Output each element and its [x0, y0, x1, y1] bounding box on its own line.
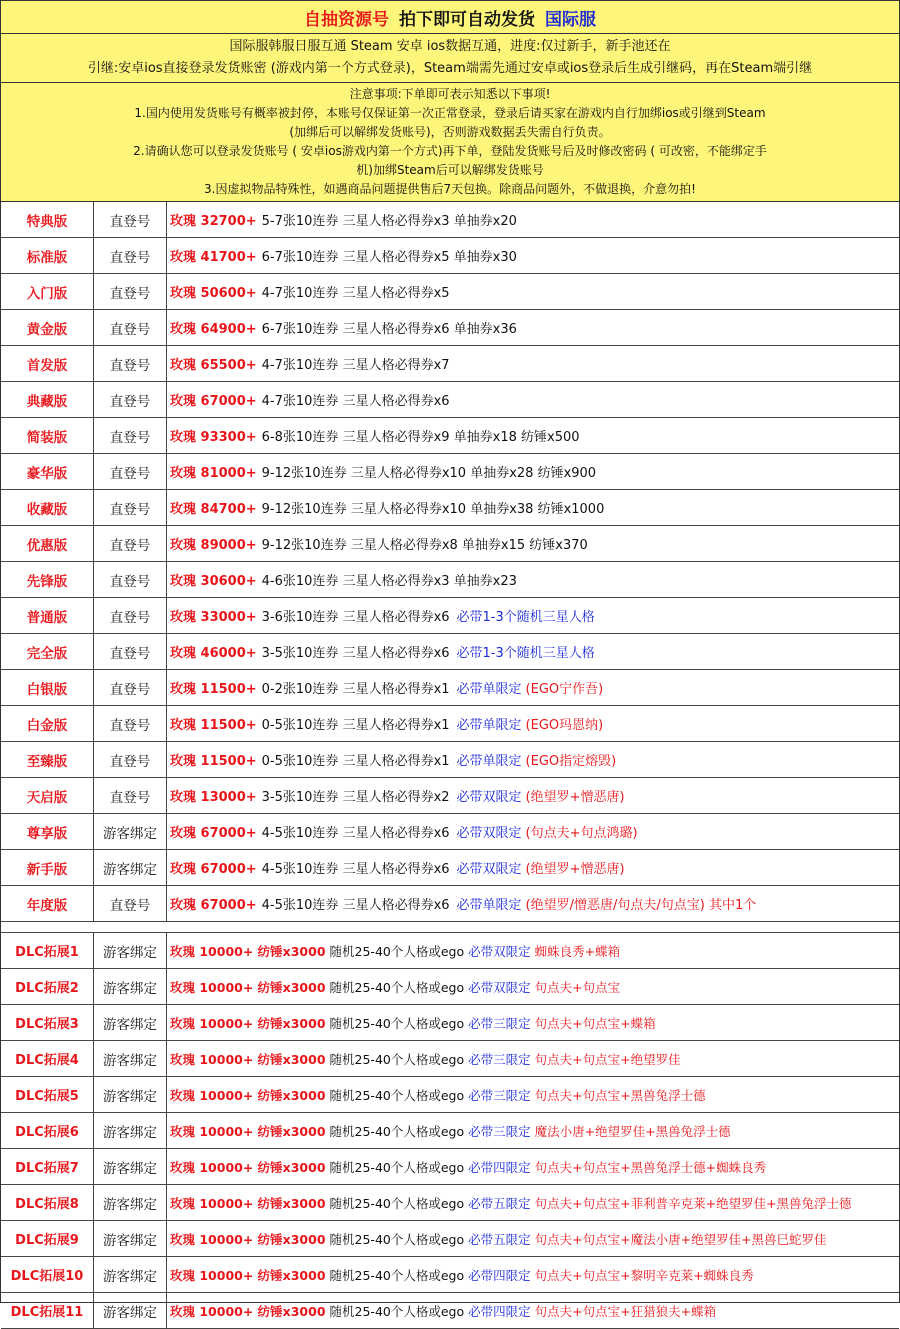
edition-contents: [167, 814, 899, 849]
account-type: 直登号: [94, 238, 167, 273]
account-type: 游客绑定: [94, 1005, 167, 1040]
account-type: 直登号: [94, 418, 167, 453]
ticket-details: 4-7张10连券 三星人格必得券x5: [261, 286, 450, 301]
edition-row: [1, 310, 899, 346]
title-auto-ship: 拍下即可自动发货: [399, 9, 535, 30]
guaranteed-limited: 必带双限定: [456, 790, 522, 805]
edition-row: [1, 418, 899, 454]
edition-name: DLC拓展2: [1, 969, 94, 1004]
edition-name: DLC拓展7: [1, 1149, 94, 1184]
ticket-details: 9-12张10连券 三星人格必得券x10 单抽券x38 纺锤x1000: [261, 502, 605, 517]
edition-name: DLC拓展11: [1, 1293, 94, 1328]
edition-name: 典藏版: [1, 382, 94, 417]
ticket-details: 4-6张10连券 三星人格必得券x3 单抽券x23: [261, 574, 517, 589]
limited-characters: (EGO宁作吾): [525, 682, 604, 697]
edition-contents: [167, 1113, 899, 1148]
guaranteed-limited: 必带1-3个随机三星人格: [456, 646, 595, 661]
rose-amount: 玫瑰 10000+ 纺锤x3000: [170, 1267, 326, 1283]
info-line-1: 国际服韩服日服互通 Steam 安卓 ios数据互通，进度:仅过新手，新手池还在: [229, 39, 671, 54]
edition-contents: [167, 238, 899, 273]
ticket-details: 随机25-40个人格或ego: [329, 943, 465, 959]
ticket-details: 随机25-40个人格或ego: [329, 979, 465, 995]
guaranteed-limited: 必带三限定: [468, 1123, 531, 1139]
edition-name: 尊享版: [1, 814, 94, 849]
rose-amount: 玫瑰 33000+: [170, 610, 257, 625]
dlc-row: [1, 1149, 899, 1185]
edition-name: 简装版: [1, 418, 94, 453]
account-type: 游客绑定: [94, 1293, 167, 1328]
edition-name: DLC拓展3: [1, 1005, 94, 1040]
dlc-row: [1, 1077, 899, 1113]
edition-row: [1, 706, 899, 742]
ticket-details: 4-5张10连券 三星人格必得券x6: [261, 898, 450, 913]
guaranteed-limited: 必带五限定: [468, 1195, 531, 1211]
ticket-details: 0-5张10连券 三星人格必得券x1: [261, 718, 450, 733]
edition-contents: [167, 1293, 899, 1328]
guaranteed-limited: 必带四限定: [468, 1267, 531, 1283]
account-type: 直登号: [94, 382, 167, 417]
edition-table: [1, 202, 899, 922]
dlc-row: [1, 1221, 899, 1257]
dlc-row: [1, 1113, 899, 1149]
notice-line: 1.国内使用发货账号有概率被封停，本账号仅保证第一次正常登录，登录后请买家在游戏内自行加绑ios或引继到Steam: [134, 106, 766, 120]
account-type: 直登号: [94, 670, 167, 705]
rose-amount: 玫瑰 65500+: [170, 358, 257, 373]
ticket-details: 3-5张10连券 三星人格必得券x2: [261, 790, 450, 805]
rose-amount: 玫瑰 67000+: [170, 394, 257, 409]
edition-name: 标准版: [1, 238, 94, 273]
notice-line: 机)加绑Steam后可以解绑发货账号: [356, 163, 544, 177]
title-server: 国际服: [545, 9, 596, 30]
limited-characters: (绝望罗+憎恶唐): [525, 862, 625, 877]
edition-name: 天启版: [1, 778, 94, 813]
edition-row: [1, 598, 899, 634]
account-type: 直登号: [94, 454, 167, 489]
account-type: 游客绑定: [94, 1185, 167, 1220]
rose-amount: 玫瑰 10000+ 纺锤x3000: [170, 1051, 326, 1067]
rose-amount: 玫瑰 67000+: [170, 898, 257, 913]
edition-contents: [167, 346, 899, 381]
notice-line: (加绑后可以解绑发货账号)，否则游戏数据丢失需自行负责。: [289, 125, 611, 139]
edition-contents: [167, 670, 899, 705]
ticket-details: 9-12张10连券 三星人格必得券x10 单抽券x28 纺锤x900: [261, 466, 597, 481]
rose-amount: 玫瑰 10000+ 纺锤x3000: [170, 1159, 326, 1175]
notice-box: [1, 83, 899, 202]
ticket-details: 4-5张10连券 三星人格必得券x6: [261, 862, 450, 877]
edition-contents: [167, 382, 899, 417]
dlc-row: [1, 1005, 899, 1041]
ticket-details: 随机25-40个人格或ego: [329, 1231, 465, 1247]
edition-name: 新手版: [1, 850, 94, 885]
guaranteed-limited: 必带单限定: [456, 718, 522, 733]
rose-amount: 玫瑰 89000+: [170, 538, 257, 553]
rose-amount: 玫瑰 11500+: [170, 754, 257, 769]
rose-amount: 玫瑰 10000+ 纺锤x3000: [170, 1195, 326, 1211]
ticket-details: 5-7张10连券 三星人格必得券x3 单抽券x20: [261, 214, 517, 229]
limited-characters: 魔法小唐+绝望罗佳+黑兽兔浮士德: [534, 1123, 731, 1139]
guaranteed-limited: 必带三限定: [468, 1087, 531, 1103]
account-type: 游客绑定: [94, 1221, 167, 1256]
limited-characters: 蜘蛛良秀+蝶箱: [534, 943, 621, 959]
edition-row: [1, 886, 899, 922]
guaranteed-limited: 必带四限定: [468, 1159, 531, 1175]
limited-characters: (EGO指定熔毁): [525, 754, 617, 769]
limited-characters: 句点夫+句点宝+黑兽兔浮士德+蜘蛛良秀: [534, 1159, 767, 1175]
limited-characters: 句点夫+句点宝: [534, 979, 621, 995]
account-type: 直登号: [94, 742, 167, 777]
account-type: 直登号: [94, 598, 167, 633]
ticket-details: 随机25-40个人格或ego: [329, 1015, 465, 1031]
section-divider: [1, 922, 899, 933]
guaranteed-limited: 必带单限定: [456, 682, 522, 697]
edition-row: [1, 526, 899, 562]
edition-contents: [167, 886, 899, 921]
guaranteed-limited: 必带单限定: [456, 898, 522, 913]
guaranteed-limited: 必带双限定: [456, 862, 522, 877]
rose-amount: 玫瑰 10000+ 纺锤x3000: [170, 943, 326, 959]
edition-name: 豪华版: [1, 454, 94, 489]
edition-name: 黄金版: [1, 310, 94, 345]
limited-characters: 句点夫+句点宝+魔法小唐+绝望罗佳+黑兽巳蛇罗佳: [534, 1231, 827, 1247]
edition-name: DLC拓展1: [1, 933, 94, 968]
edition-name: 年度版: [1, 886, 94, 921]
limited-characters: (绝望罗/憎恶唐/句点夫/句点宝) 其中1个: [525, 898, 757, 913]
ticket-details: 随机25-40个人格或ego: [329, 1303, 465, 1319]
rose-amount: 玫瑰 11500+: [170, 718, 257, 733]
rose-amount: 玫瑰 41700+: [170, 250, 257, 265]
rose-amount: 玫瑰 10000+ 纺锤x3000: [170, 1231, 326, 1247]
ticket-details: 6-7张10连券 三星人格必得券x5 单抽券x30: [261, 250, 517, 265]
limited-characters: 句点夫+句点宝+菲利普辛克莱+绝望罗佳+黑兽兔浮士德: [534, 1195, 852, 1211]
limited-characters: (EGO玛恩纳): [525, 718, 604, 733]
account-type: 直登号: [94, 778, 167, 813]
edition-name: 首发版: [1, 346, 94, 381]
account-type: 游客绑定: [94, 969, 167, 1004]
account-type: 直登号: [94, 490, 167, 525]
edition-contents: [167, 1185, 899, 1220]
dlc-table: [1, 933, 899, 1329]
edition-name: DLC拓展5: [1, 1077, 94, 1112]
limited-characters: 句点夫+句点宝+绝望罗佳: [534, 1051, 681, 1067]
account-type: 直登号: [94, 526, 167, 561]
notice-line: 3.因虚拟物品特殊性，如遇商品问题提供售后7天包换。除商品问题外，不做退换，介意勿拍!: [204, 182, 696, 196]
rose-amount: 玫瑰 64900+: [170, 322, 257, 337]
guaranteed-limited: 必带双限定: [468, 979, 531, 995]
dlc-row: [1, 1257, 899, 1293]
edition-name: DLC拓展8: [1, 1185, 94, 1220]
ticket-details: 9-12张10连券 三星人格必得券x8 单抽券x15 纺锤x370: [261, 538, 588, 553]
edition-contents: [167, 598, 899, 633]
edition-contents: [167, 310, 899, 345]
guaranteed-limited: 必带三限定: [468, 1015, 531, 1031]
guaranteed-limited: 必带双限定: [456, 826, 522, 841]
edition-row: [1, 454, 899, 490]
rose-amount: 玫瑰 50600+: [170, 286, 257, 301]
edition-row: [1, 274, 899, 310]
edition-name: 收藏版: [1, 490, 94, 525]
edition-name: 白银版: [1, 670, 94, 705]
ticket-details: 4-7张10连券 三星人格必得券x7: [261, 358, 450, 373]
limited-characters: (绝望罗+憎恶唐): [525, 790, 625, 805]
edition-row: [1, 562, 899, 598]
rose-amount: 玫瑰 10000+ 纺锤x3000: [170, 979, 326, 995]
edition-contents: [167, 1149, 899, 1184]
edition-contents: [167, 1005, 899, 1040]
edition-row: [1, 814, 899, 850]
edition-row: [1, 238, 899, 274]
edition-name: 先锋版: [1, 562, 94, 597]
dlc-row: [1, 933, 899, 969]
limited-characters: 句点夫+句点宝+狂猎狼夫+蝶箱: [534, 1303, 717, 1319]
edition-name: 完全版: [1, 634, 94, 669]
edition-row: [1, 346, 899, 382]
edition-contents: [167, 562, 899, 597]
limited-characters: 句点夫+句点宝+黑兽兔浮士德: [534, 1087, 706, 1103]
account-type: 游客绑定: [94, 1149, 167, 1184]
ticket-details: 6-7张10连券 三星人格必得券x6 单抽券x36: [261, 322, 517, 337]
edition-row: [1, 670, 899, 706]
rose-amount: 玫瑰 67000+: [170, 862, 257, 877]
edition-contents: [167, 706, 899, 741]
rose-amount: 玫瑰 10000+ 纺锤x3000: [170, 1015, 326, 1031]
edition-contents: [167, 454, 899, 489]
edition-name: 普通版: [1, 598, 94, 633]
edition-row: [1, 742, 899, 778]
rose-amount: 玫瑰 32700+: [170, 214, 257, 229]
dlc-row: [1, 1041, 899, 1077]
edition-contents: [167, 274, 899, 309]
edition-contents: [167, 1257, 899, 1292]
rose-amount: 玫瑰 13000+: [170, 790, 257, 805]
account-type: 直登号: [94, 886, 167, 921]
rose-amount: 玫瑰 67000+: [170, 826, 257, 841]
ticket-details: 3-6张10连券 三星人格必得券x6: [261, 610, 450, 625]
account-type: 直登号: [94, 562, 167, 597]
edition-contents: [167, 634, 899, 669]
rose-amount: 玫瑰 93300+: [170, 430, 257, 445]
edition-row: [1, 850, 899, 886]
edition-contents: [167, 1221, 899, 1256]
dlc-row: [1, 1185, 899, 1221]
limited-characters: 句点夫+句点宝+黎明辛克莱+蜘蛛良秀: [534, 1267, 754, 1283]
ticket-details: 3-5张10连券 三星人格必得券x6: [261, 646, 450, 661]
account-type: 游客绑定: [94, 814, 167, 849]
guaranteed-limited: 必带双限定: [468, 943, 531, 959]
guaranteed-limited: 必带1-3个随机三星人格: [456, 610, 595, 625]
notice-line: 2.请确认您可以登录发货账号 ( 安卓ios游戏内第一个方式)再下单，登陆发货账号后及时修改密码 ( 可改密，不能绑定手: [133, 144, 767, 158]
account-type: 游客绑定: [94, 1077, 167, 1112]
edition-row: [1, 202, 899, 238]
edition-row: [1, 778, 899, 814]
dlc-row: [1, 969, 899, 1005]
account-type: 直登号: [94, 346, 167, 381]
ticket-details: 随机25-40个人格或ego: [329, 1159, 465, 1175]
edition-contents: [167, 933, 899, 968]
limited-characters: 句点夫+句点宝+蝶箱: [534, 1015, 656, 1031]
edition-name: 特典版: [1, 202, 94, 237]
edition-name: DLC拓展9: [1, 1221, 94, 1256]
edition-name: DLC拓展4: [1, 1041, 94, 1076]
rose-amount: 玫瑰 46000+: [170, 646, 257, 661]
edition-name: 白金版: [1, 706, 94, 741]
edition-name: DLC拓展6: [1, 1113, 94, 1148]
account-type: 直登号: [94, 310, 167, 345]
account-type: 游客绑定: [94, 850, 167, 885]
edition-name: 入门版: [1, 274, 94, 309]
ticket-details: 0-2张10连券 三星人格必得券x1: [261, 682, 450, 697]
rose-amount: 玫瑰 10000+ 纺锤x3000: [170, 1123, 326, 1139]
edition-contents: [167, 742, 899, 777]
edition-name: DLC拓展10: [1, 1257, 94, 1292]
account-type: 游客绑定: [94, 933, 167, 968]
ticket-details: 4-5张10连券 三星人格必得券x6: [261, 826, 450, 841]
edition-contents: [167, 778, 899, 813]
edition-contents: [167, 418, 899, 453]
rose-amount: 玫瑰 10000+ 纺锤x3000: [170, 1303, 326, 1319]
edition-contents: [167, 969, 899, 1004]
edition-row: [1, 634, 899, 670]
account-type: 游客绑定: [94, 1257, 167, 1292]
account-type: 直登号: [94, 274, 167, 309]
server-info: [1, 34, 899, 83]
ticket-details: 随机25-40个人格或ego: [329, 1087, 465, 1103]
ticket-details: 6-8张10连券 三星人格必得券x9 单抽券x18 纺锤x500: [261, 430, 580, 445]
info-line-2: 引继:安卓ios直接登录发货账密 (游戏内第一个方式登录)，Steam端需先通过安卓或ios登录后生成引继码，再在Steam端引继: [87, 61, 813, 76]
ticket-details: 随机25-40个人格或ego: [329, 1267, 465, 1283]
edition-name: 至臻版: [1, 742, 94, 777]
edition-contents: [167, 202, 899, 237]
ticket-details: 随机25-40个人格或ego: [329, 1195, 465, 1211]
edition-contents: [167, 1077, 899, 1112]
title-self-draw: 自抽资源号: [304, 9, 389, 30]
rose-amount: 玫瑰 81000+: [170, 466, 257, 481]
edition-contents: [167, 1041, 899, 1076]
rose-amount: 玫瑰 11500+: [170, 682, 257, 697]
account-type: 游客绑定: [94, 1113, 167, 1148]
edition-name: 优惠版: [1, 526, 94, 561]
ticket-details: 随机25-40个人格或ego: [329, 1123, 465, 1139]
account-type: 直登号: [94, 634, 167, 669]
edition-row: [1, 490, 899, 526]
rose-amount: 玫瑰 30600+: [170, 574, 257, 589]
limited-characters: (句点夫+句点鸿璐): [525, 826, 638, 841]
ticket-details: 4-7张10连券 三星人格必得券x6: [261, 394, 450, 409]
title-bar: [1, 1, 899, 34]
dlc-row: [1, 1293, 899, 1329]
guaranteed-limited: 必带单限定: [456, 754, 522, 769]
guaranteed-limited: 必带五限定: [468, 1231, 531, 1247]
ticket-details: 0-5张10连券 三星人格必得券x1: [261, 754, 450, 769]
guaranteed-limited: 必带四限定: [468, 1303, 531, 1319]
rose-amount: 玫瑰 84700+: [170, 502, 257, 517]
edition-row: [1, 382, 899, 418]
rose-amount: 玫瑰 10000+ 纺锤x3000: [170, 1087, 326, 1103]
notice-line: 注意事项:下单即可表示知悉以下事项!: [349, 87, 551, 101]
edition-contents: [167, 850, 899, 885]
account-type: 直登号: [94, 706, 167, 741]
edition-contents: [167, 526, 899, 561]
guaranteed-limited: 必带三限定: [468, 1051, 531, 1067]
account-type: 游客绑定: [94, 1041, 167, 1076]
account-type: 直登号: [94, 202, 167, 237]
edition-contents: [167, 490, 899, 525]
ticket-details: 随机25-40个人格或ego: [329, 1051, 465, 1067]
